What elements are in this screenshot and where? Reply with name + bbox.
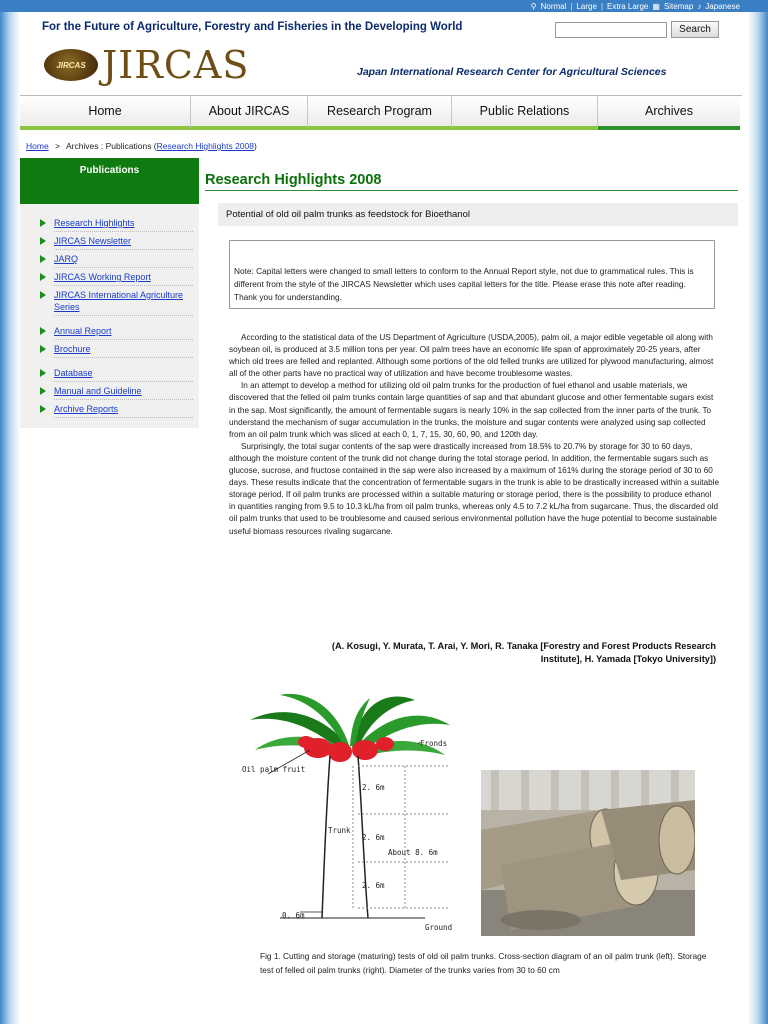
site-tagline: For the Future of Agriculture, Forestry and Fisheries in the Developing World xyxy=(42,21,463,33)
sidebar-item-annual-report[interactable]: Annual Report xyxy=(54,322,193,340)
page-title: Research Highlights 2008 xyxy=(205,172,738,191)
sidebar-item-jircas-newsletter[interactable]: JIRCAS Newsletter xyxy=(54,232,193,250)
paragraph: In an attempt to develop a method for utilizing old oil palm trunks for the production of fuel ethanol and usable materials, we discovered that the felled oil palm trunks contain large quantities of sap and that abundant glucose and other fermentable sugars exist in the sap. Most significantly, the amount of fermentable sugars is nearly 10% in the sap collected from the inner parts of the trunk. To understand the mechanism of sugar accumulation in the trunks, the moisture and sugar contents were analyzed using sap collected from an oil palm trunk which was sliced at each 0, 1, 7, 15, 30, 60, 90, and 120th day. xyxy=(229,381,714,439)
font-extra-large-link[interactable]: Extra Large xyxy=(607,1,649,11)
label-segment-2: 2. 6m xyxy=(362,833,385,842)
sidebar-item-research-highlights[interactable]: Research Highlights xyxy=(54,214,193,232)
article-body xyxy=(229,332,719,538)
editor-note: Note: Capital letters were changed to small letters to conform to the Annual Report style, not due to grammatical rules. This is different from the style of the JIRCAS Newsletter which uses capital letters for the title. Please erase this note after reading. Thank you for understanding. xyxy=(229,240,715,309)
sitemap-link[interactable]: Sitemap xyxy=(663,1,694,11)
utility-links: ⚲ Normal | Large | Extra Large ▦ Sitemap ♪ Japanese xyxy=(530,1,740,11)
sidebar-item-international-agriculture-series[interactable]: JIRCAS International Agriculture Series xyxy=(54,286,193,316)
sidebar-item-brochure[interactable]: Brochure xyxy=(54,340,193,358)
logo-text: JIRCAS xyxy=(102,43,250,87)
nav-research-program[interactable]: Research Program xyxy=(308,96,452,130)
sitemap-icon: ▦ xyxy=(652,1,660,11)
label-trunk: Trunk xyxy=(328,826,351,835)
label-base: 0. 6m xyxy=(282,911,305,920)
breadcrumb-separator: > xyxy=(55,141,61,151)
label-ground: Ground xyxy=(425,923,453,930)
sidebar-heading: Publications xyxy=(20,158,199,204)
paragraph: According to the statistical data of the US Department of Agriculture (USDA,2005), palm oil, a major edible vegetable oil along with soybean oil, is produced at 3.5 million tons per year. Oil palm trees have an economic life span of approximately 20-25 years, after which old trees are felled and replanted. Although some portions of the old felled trunks are utilized for plywood manufacturing, almost all of the other parts have no practical way of utilization and have become troublesome wastes. xyxy=(229,333,714,379)
jircas-logo[interactable] xyxy=(44,43,250,87)
paragraph: Surprisingly, the total sugar contents of the sap were drastically increased from 18.5% to 20.7% by storage for 30 to 60 days, although the moisture content of the trunk did not change during the total storage period. In addition, the fermentable sugars such as glucose, sucrose, and fructose contained in the sap were also increased by a maximum of 161% during the storage period of 30 to 60 days. These results indicate that the concentration of fermentable sugars in the trunk is able to be drastically increased within a suitable storage period. If oil palm trunks are processed within a suitable maturing or storage period, there is the possibility to produce ethanol in quantities ranging from 9.5 to 10.3 kL/ha from oil palm trunks, whereas only 4.5 to 7.2 kL/ha from sugarcane. Thus, the discarded old oil palm trunks that used to be troublesome and caused serious environmental pollution have the huge potential to become sustainable useful biomass resources rivaling sugarcane. xyxy=(229,441,720,536)
arrow-right-icon xyxy=(40,291,46,299)
article-title: Potential of old oil palm trunks as feedstock for Bioethanol xyxy=(218,203,738,226)
label-segment-1: 2. 6m xyxy=(362,783,385,792)
organization-name: Japan International Research Center for Agricultural Sciences xyxy=(357,66,667,78)
arrow-right-icon xyxy=(40,405,46,413)
nav-public-relations[interactable]: Public Relations xyxy=(452,96,598,130)
nav-archives[interactable]: Archives xyxy=(598,96,740,130)
font-normal-link[interactable]: Normal xyxy=(540,1,567,11)
arrow-right-icon xyxy=(40,387,46,395)
breadcrumb-middle: Archives : Publications ( xyxy=(65,141,157,151)
japanese-icon: ♪ xyxy=(697,1,702,11)
main-navigation xyxy=(20,95,742,129)
arrow-right-icon xyxy=(40,345,46,353)
nav-about-jircas[interactable]: About JIRCAS xyxy=(191,96,308,130)
palm-trunk-diagram xyxy=(240,690,460,930)
label-total-height: About 8. 6m xyxy=(388,848,438,857)
jircas-emblem-icon: JIRCAS xyxy=(44,49,98,81)
arrow-right-icon xyxy=(40,273,46,281)
breadcrumb-home-link[interactable]: Home xyxy=(26,141,49,151)
arrow-right-icon xyxy=(40,369,46,377)
font-large-link[interactable]: Large xyxy=(576,1,597,11)
sidebar-item-jarq[interactable]: JARQ xyxy=(54,250,193,268)
trunks-storage-photo xyxy=(481,770,695,936)
japanese-link[interactable]: Japanese xyxy=(705,1,740,11)
arrow-right-icon xyxy=(40,219,46,227)
breadcrumb-current-link[interactable]: Research Highlights 2008 xyxy=(156,141,254,151)
authors-line: (A. Kosugi, Y. Murata, T. Arai, Y. Mori, R. Tanaka [Forestry and Forest Products Research xyxy=(331,641,716,651)
nav-home[interactable]: Home xyxy=(20,96,191,130)
arrow-right-icon xyxy=(40,327,46,335)
figure-caption: Fig 1. Cutting and storage (maturing) tests of old oil palm trunks. Cross-section diagram of an oil palm trunk (left). Storage test of felled oil palm trunks (right). Diameter of the trunks varies from 30 to 60 cm xyxy=(260,951,707,975)
sidebar-item-database[interactable]: Database xyxy=(54,364,193,382)
search-input[interactable] xyxy=(555,22,667,38)
arrow-right-icon xyxy=(40,255,46,263)
label-fronds: Fronds xyxy=(420,739,448,748)
sidebar-item-manual-guideline[interactable]: Manual and Guideline xyxy=(54,382,193,400)
authors-line: Institute], H. Yamada [Tokyo University]) xyxy=(540,654,716,664)
label-segment-3: 2. 6m xyxy=(362,881,385,890)
sidebar-item-archive-reports[interactable]: Archive Reports xyxy=(54,400,193,418)
authors xyxy=(255,640,716,666)
search-button[interactable]: Search xyxy=(671,21,719,38)
breadcrumb xyxy=(26,141,257,151)
breadcrumb-close: ) xyxy=(253,141,257,151)
sidebar-list xyxy=(20,204,199,418)
arrow-right-icon xyxy=(40,237,46,245)
utility-bar xyxy=(0,0,768,12)
sidebar-item-working-report[interactable]: JIRCAS Working Report xyxy=(54,268,193,286)
label-oil-palm-fruit: Oil palm fruit xyxy=(242,765,306,774)
sidebar xyxy=(20,158,199,428)
zoom-icon: ⚲ xyxy=(530,1,537,11)
